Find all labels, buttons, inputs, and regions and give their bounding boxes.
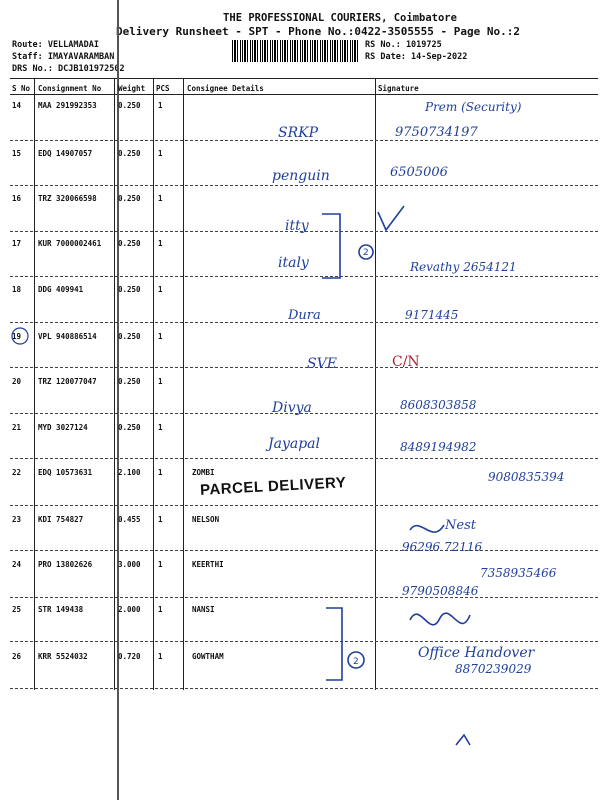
handwritten-phone: 7358935466 — [480, 566, 557, 580]
row-consignment-no: DDG 409941 — [38, 285, 84, 294]
row-weight: 0.250 — [118, 239, 141, 248]
row-weight: 2.100 — [118, 468, 141, 477]
handwritten-phone: 9750734197 — [395, 125, 478, 140]
row-sno: 18 — [12, 285, 22, 294]
row-pcs: 1 — [158, 515, 163, 524]
row-weight: 0.250 — [118, 423, 141, 432]
row-pcs: 1 — [158, 194, 163, 203]
row-sno: 26 — [12, 652, 22, 661]
row-pcs: 1 — [158, 377, 163, 386]
handwritten-mark: C/N — [392, 354, 420, 370]
row-consignment-no: KRR 5524032 — [38, 652, 88, 661]
row-weight: 0.250 — [118, 377, 141, 386]
handwritten-phone: 8608303858 — [400, 398, 477, 412]
row-consignment-no: PRO 13802626 — [38, 560, 93, 569]
handwritten-phone: 96296 72116 — [402, 540, 483, 554]
handwritten-phone: 9080835394 — [488, 470, 565, 484]
handwritten-signature: Revathy 2654121 — [410, 260, 517, 274]
tick-stroke — [456, 735, 470, 745]
handwritten-signature: Prem (Security) — [425, 100, 522, 114]
row-consignment-no: MYD 3027124 — [38, 423, 88, 432]
row-consignment-no: MAA 291992353 — [38, 101, 97, 110]
row-consignment-no: STR 149438 — [38, 605, 84, 614]
row-pcs: 1 — [158, 101, 163, 110]
signature-scribble — [410, 525, 444, 532]
row-consignment-no: EDQ 10573631 — [38, 468, 93, 477]
row-consignment-no: EDQ 14907057 — [38, 149, 93, 158]
row-consignee: NANSI — [192, 605, 215, 614]
row-consignee: KEERTHI — [192, 560, 224, 569]
row-pcs: 1 — [158, 423, 163, 432]
row-weight: 0.250 — [118, 332, 141, 341]
row-sno: 20 — [12, 377, 22, 386]
row-pcs: 1 — [158, 285, 163, 294]
handwritten-name: SRKP — [278, 125, 319, 141]
handwritten-phone: 8489194982 — [400, 440, 477, 454]
row-consignment-no: KDI 754827 — [38, 515, 84, 524]
row-consignment-no: TRZ 320066598 — [38, 194, 97, 203]
row-sno: 15 — [12, 149, 22, 158]
col-header-weight: Weight — [118, 84, 146, 93]
row-weight: 0.250 — [118, 194, 141, 203]
handwritten-name: itty — [285, 218, 309, 234]
signature-scribble — [410, 613, 470, 625]
row-consignee: GOWTHAM — [192, 652, 224, 661]
row-consignee: ZOMBI — [192, 468, 215, 477]
row-sno: 25 — [12, 605, 22, 614]
handwritten-signature: Nest — [445, 518, 476, 533]
handwritten-phone: 9171445 — [405, 308, 459, 322]
circled-number-label: 2 — [363, 248, 369, 258]
row-weight: 0.250 — [118, 149, 141, 158]
row-consignment-no: VPL 940886514 — [38, 332, 97, 341]
route-label: Route: VELLAMADAI — [12, 40, 99, 50]
staff-label: Staff: IMAYAVARAMBAN — [12, 52, 115, 62]
row-sno: 24 — [12, 560, 22, 569]
handwritten-phone: 6505006 — [390, 165, 448, 180]
row-pcs: 1 — [158, 468, 163, 477]
row-sno: 19 — [12, 332, 22, 341]
col-header-pcs: PCS — [156, 84, 170, 93]
row-pcs: 1 — [158, 652, 163, 661]
rs-number: RS No.: 1019725 — [365, 40, 442, 50]
col-header-consignment: Consignment No — [38, 84, 102, 93]
row-pcs: 1 — [158, 149, 163, 158]
row-pcs: 1 — [158, 560, 163, 569]
company-title: THE PROFESSIONAL COURIERS, Coimbatore — [223, 12, 457, 24]
handwritten-phone: 8870239029 — [455, 662, 532, 676]
row-pcs: 1 — [158, 332, 163, 341]
bracket-stroke — [322, 214, 340, 278]
check-stroke — [378, 206, 404, 230]
runsheet-title: Delivery Runsheet - SPT - Phone No.:0422-3505555 - Page No.:2 — [116, 25, 520, 38]
row-pcs: 1 — [158, 605, 163, 614]
col-header-sno: S No — [12, 84, 31, 93]
row-weight: 0.250 — [118, 101, 141, 110]
row-consignment-no: TRZ 120077047 — [38, 377, 97, 386]
circled-number-label: 2 — [353, 657, 359, 667]
handwritten-phone: 9790508846 — [402, 584, 479, 598]
parcel-delivery-stamp: PARCEL DELIVERY — [199, 474, 347, 499]
row-weight: 2.000 — [118, 605, 141, 614]
bracket-stroke — [326, 608, 342, 680]
handwritten-name: penguin — [272, 168, 330, 184]
col-header-signature: Signature — [378, 84, 419, 93]
row-weight: 0.455 — [118, 515, 141, 524]
row-consignment-no: KUR 7000002461 — [38, 239, 102, 248]
row-weight: 3.000 — [118, 560, 141, 569]
row-sno: 21 — [12, 423, 22, 432]
handwritten-name: italy — [278, 255, 309, 271]
row-weight: 0.720 — [118, 652, 141, 661]
handwritten-name: SVE — [307, 356, 337, 372]
row-sno: 17 — [12, 239, 22, 248]
row-sno: 23 — [12, 515, 22, 524]
col-header-consignee: Consignee Details — [187, 84, 264, 93]
row-weight: 0.250 — [118, 285, 141, 294]
row-consignee: NELSON — [192, 515, 220, 524]
row-sno: 22 — [12, 468, 22, 477]
handwritten-name: Jayapal — [268, 436, 321, 452]
circled-row-number — [12, 328, 28, 344]
handwritten-name: Divya — [272, 400, 312, 416]
handwritten-name: Dura — [288, 308, 321, 323]
drs-label: DRS No.: DCJB101972502 — [12, 64, 125, 74]
row-sno: 16 — [12, 194, 22, 203]
row-pcs: 1 — [158, 239, 163, 248]
rs-date: RS Date: 14-Sep-2022 — [365, 52, 468, 62]
row-sno: 14 — [12, 101, 22, 110]
handwritten-signature: Office Handover — [418, 645, 535, 661]
